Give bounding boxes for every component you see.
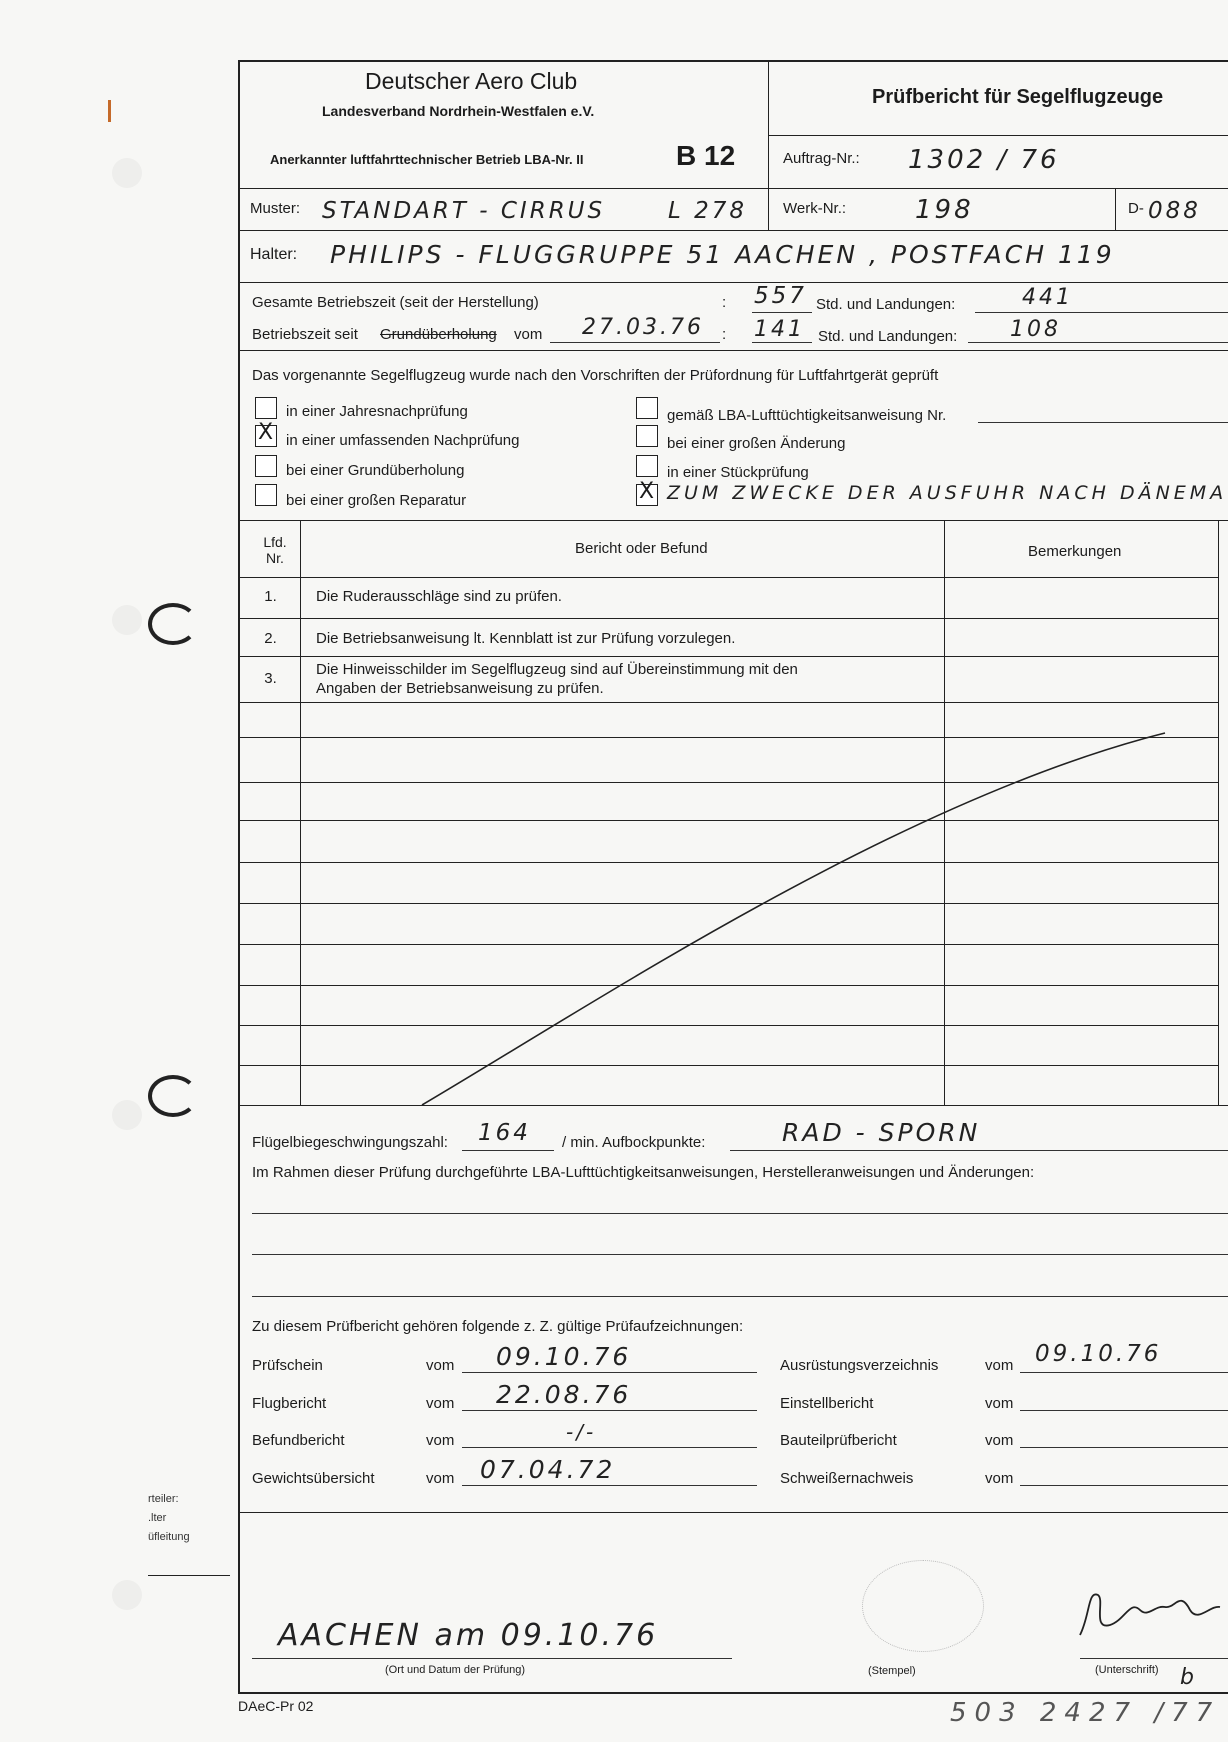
option-label: gemäß LBA-Lufttüchtigkeitsanweisung Nr. <box>667 407 947 424</box>
record-vom: vom <box>985 1432 1014 1449</box>
aufbock-label: / min. Aufbockpunkte: <box>562 1134 706 1151</box>
club-name: Deutscher Aero Club <box>365 68 578 94</box>
order-value: 1302 / 76 <box>908 145 1060 175</box>
fill-line <box>1020 1372 1228 1373</box>
aufbock-value: RAD - SPORN <box>782 1118 981 1147</box>
record-label: Einstellbericht <box>780 1395 874 1412</box>
fill-line <box>462 1447 757 1448</box>
registration-value: 088 <box>1148 198 1201 224</box>
directives-note: Im Rahmen dieser Prüfung durchgeführte LBA-Lufttüchtigkeitsanweisungen, Herstelleranweisungen und Änderungen: <box>252 1164 1035 1181</box>
archive-number: 503 2427 /77 <box>950 1698 1221 1728</box>
muster-label: Muster: <box>250 200 301 217</box>
record-value: -/- <box>566 1420 597 1444</box>
fill-line <box>1020 1485 1228 1486</box>
lba-code: B 12 <box>676 140 736 171</box>
option-label: in einer umfassenden Nachprüfung <box>286 432 520 449</box>
since-label: Betriebszeit seit <box>252 326 358 343</box>
total-time-value: 557 <box>754 283 807 309</box>
record-vom: vom <box>985 1395 1014 1412</box>
record-value: 09.10.76 <box>1035 1341 1162 1367</box>
record-label: Prüfschein <box>252 1357 323 1374</box>
since-label-struck: Grundüberholung <box>380 326 497 343</box>
option-label: in einer Jahresnachprüfung <box>286 403 468 420</box>
record-vom: vom <box>426 1470 455 1487</box>
record-vom: vom <box>426 1432 455 1449</box>
signature-label: (Unterschrift) <box>1095 1664 1159 1676</box>
signature-scribble <box>1070 1585 1228 1645</box>
wing-value: 164 <box>478 1120 531 1146</box>
total-time-colon: : <box>722 294 727 311</box>
option-label: in einer Stückprüfung <box>667 464 809 481</box>
fill-line <box>252 1254 1228 1255</box>
place-date-label: (Ort und Datum der Prüfung) <box>385 1664 526 1676</box>
record-value: 07.04.72 <box>480 1455 616 1484</box>
halter-label: Halter: <box>250 246 298 263</box>
since-time-value: 141 <box>754 317 805 342</box>
record-vom: vom <box>426 1395 455 1412</box>
row-text: Die Betriebsanweisung lt. Kennblatt ist zur Prüfung vorzulegen. <box>316 630 736 647</box>
record-label: Schweißernachweis <box>780 1470 914 1487</box>
werk-value: 198 <box>915 195 974 225</box>
fill-line <box>462 1410 757 1411</box>
row-text-continued: Angaben der Betriebsanweisung zu prüfen. <box>316 680 604 697</box>
check-mark: X <box>639 479 655 504</box>
stamp-label: (Stempel) <box>868 1665 916 1677</box>
record-vom: vom <box>985 1357 1014 1374</box>
total-time-label: Gesamte Betriebszeit (seit der Herstellung) <box>252 294 539 311</box>
since-label-vom: vom <box>514 326 543 343</box>
fill-line <box>462 1372 757 1373</box>
since-landings-value: 108 <box>1010 317 1061 342</box>
fill-line <box>462 1485 757 1486</box>
total-landings-value: 441 <box>1022 285 1073 310</box>
initial-mark: b <box>1180 1665 1197 1690</box>
row-text: Die Hinweisschilder im Segelflugzeug sind auf Übereinstimmung mit den <box>316 661 798 678</box>
record-label: Ausrüstungsverzeichnis <box>780 1357 939 1374</box>
export-text: ZUM ZWECKE DER AUSFUHR NACH DÄNEMA <box>667 482 1228 504</box>
fill-line <box>462 1150 554 1151</box>
record-label: Bauteilprüfbericht <box>780 1432 897 1449</box>
muster-value: STANDART - CIRRUS <box>322 198 606 224</box>
stamp-area <box>862 1560 984 1652</box>
fill-line <box>252 1213 1228 1214</box>
muster-code: L 278 <box>668 198 748 224</box>
fill-line <box>1020 1410 1228 1411</box>
margin-text: üfleitung <box>148 1531 190 1543</box>
recognition-text: Anerkannter luftfahrttechnischer Betrieb LBA-Nr. II <box>270 152 584 167</box>
record-vom: vom <box>426 1357 455 1374</box>
fill-line <box>252 1296 1228 1297</box>
col-remarks-header: Bemerkungen <box>1028 543 1122 560</box>
option-label: bei einer großen Änderung <box>667 435 846 452</box>
since-colon: : <box>722 326 727 343</box>
records-intro: Zu diesem Prüfbericht gehören folgende z. Z. gültige Prüfaufzeichnungen: <box>252 1318 744 1335</box>
row-text: Die Ruderausschläge sind zu prüfen. <box>316 588 562 605</box>
form-number: DAeC-Pr 02 <box>238 1698 314 1714</box>
margin-text: rteiler: <box>148 1493 179 1505</box>
registration-prefix: D- <box>1128 200 1144 217</box>
since-date: 27.03.76 <box>582 315 704 340</box>
fill-line <box>730 1150 1228 1151</box>
fill-line <box>1020 1447 1228 1448</box>
report-title: Prüfbericht für Segelflugzeuge <box>872 86 1164 108</box>
col-nr-header: Lfd. Nr. <box>263 534 287 566</box>
col-report-header: Bericht oder Befund <box>575 540 708 557</box>
association-name: Landesverband Nordrhein-Westfalen e.V. <box>322 103 595 119</box>
record-value: 22.08.76 <box>496 1380 632 1409</box>
record-value: 09.10.76 <box>496 1342 632 1371</box>
place-date-value: AACHEN am 09.10.76 <box>278 1618 659 1653</box>
row-number: 3. <box>264 670 277 687</box>
check-mark: X <box>258 420 274 445</box>
record-label: Flugbericht <box>252 1395 327 1412</box>
record-label: Befundbericht <box>252 1432 345 1449</box>
fill-line <box>252 1658 732 1659</box>
halter-value: PHILIPS - FLUGGRUPPE 51 AACHEN , POSTFACH 119 <box>330 240 1115 269</box>
order-label: Auftrag-Nr.: <box>783 150 860 167</box>
inspection-intro: Das vorgenannte Segelflugzeug wurde nach den Vorschriften der Prüfordnung für Luftfahrtgerät geprüft <box>252 367 939 384</box>
fill-line <box>1080 1658 1228 1659</box>
since-landings-label: Std. und Landungen: <box>818 328 958 345</box>
option-label: bei einer Grundüberholung <box>286 462 465 479</box>
row-number: 2. <box>264 630 277 647</box>
record-label: Gewichtsübersicht <box>252 1470 375 1487</box>
werk-label: Werk-Nr.: <box>783 200 847 217</box>
row-number: 1. <box>264 588 277 605</box>
record-vom: vom <box>985 1470 1014 1487</box>
rule <box>240 1512 1228 1513</box>
margin-text: .lter <box>148 1512 167 1524</box>
option-label: bei einer großen Reparatur <box>286 492 467 509</box>
wing-label: Flügelbiegeschwingungszahl: <box>252 1134 448 1151</box>
landings-label: Std. und Landungen: <box>816 296 956 313</box>
